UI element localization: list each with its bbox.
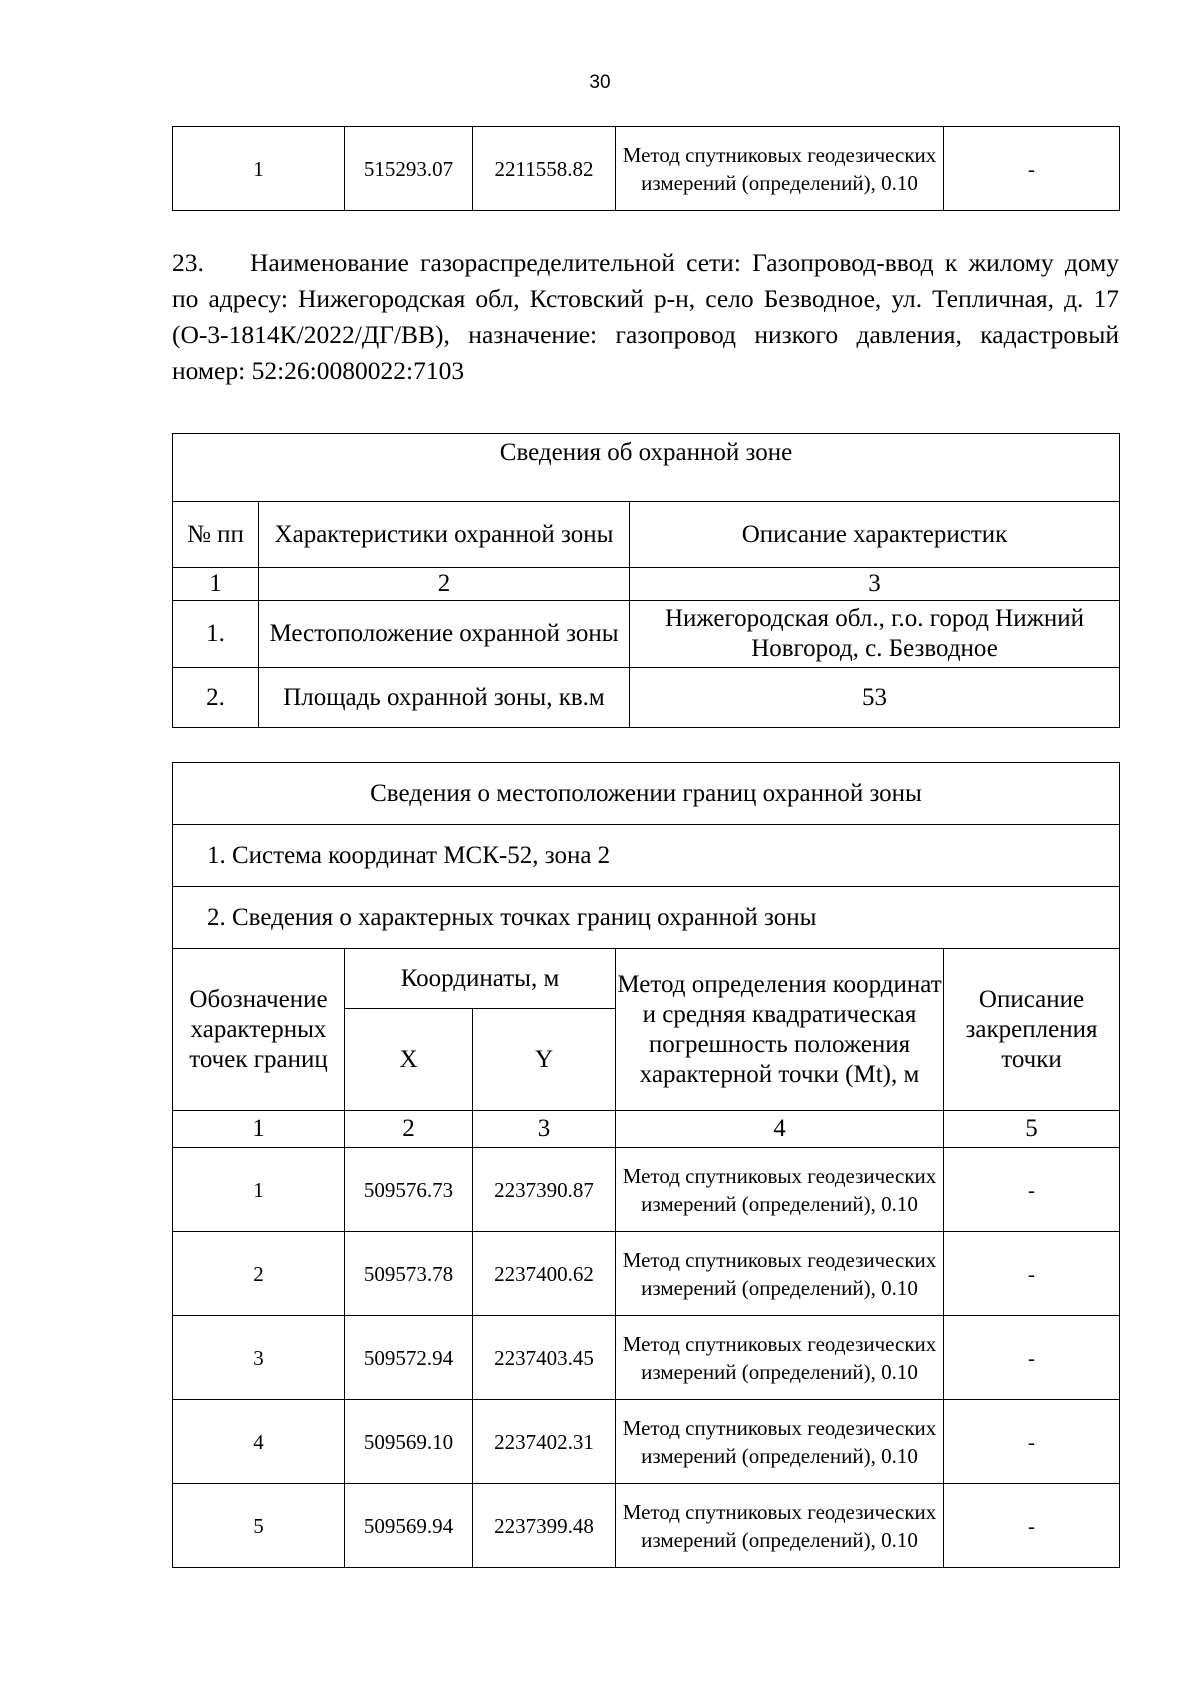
index-cell: 1 — [173, 1111, 345, 1148]
coord-y: 2211558.82 — [473, 127, 616, 211]
index-cell: 3 — [473, 1111, 616, 1148]
point-number: 2 — [173, 1232, 345, 1316]
method-cell: Метод спутниковых геодезических измерений (определений), 0.10 — [616, 1400, 944, 1484]
coord-x: 509569.94 — [345, 1484, 473, 1568]
method-cell: Метод спутниковых геодезических измерений (определений), 0.10 — [616, 1232, 944, 1316]
point-number: 1 — [173, 1148, 345, 1232]
table-row — [173, 1484, 1120, 1568]
index-cell: 3 — [630, 568, 1120, 601]
section-paragraph — [172, 245, 1119, 389]
table-row — [173, 1400, 1120, 1484]
characteristic-name: Местоположение охранной зоны — [259, 601, 630, 668]
coord-x: 509572.94 — [345, 1316, 473, 1400]
characteristic-value: 53 — [630, 668, 1120, 728]
header-fixing: Описание закрепления точки — [944, 949, 1120, 1111]
table-row — [173, 127, 1120, 211]
coord-x: 509573.78 — [345, 1232, 473, 1316]
header-y: Y — [473, 1009, 616, 1111]
index-cell: 1 — [173, 568, 259, 601]
fixing-description: - — [944, 1148, 1120, 1232]
index-cell: 5 — [944, 1111, 1120, 1148]
method-cell: Метод спутниковых геодезических измерений (определений), 0.10 — [616, 1484, 944, 1568]
header-number: № пп — [173, 502, 259, 568]
row-number: 1. — [173, 601, 259, 668]
previous-points-table — [172, 126, 1120, 211]
point-number: 4 — [173, 1400, 345, 1484]
header-method: Метод определения координат и средняя квадратическая погрешность положения характерной точки (Mt), м — [616, 949, 944, 1111]
index-cell: 2 — [345, 1111, 473, 1148]
points-section-title: 2. Сведения о характерных точках границ охранной зоны — [173, 887, 1120, 949]
characteristic-value: Нижегородская обл., г.о. город Нижний Новгород, с. Безводное — [630, 601, 1120, 668]
fixing-description: - — [944, 1484, 1120, 1568]
coord-x: 515293.07 — [345, 127, 473, 211]
point-number: 1 — [173, 127, 345, 211]
section-text: Наименование газораспределительной сети: Газопровод-ввод к жилому дому по адресу: Нижегородская обл, Кстовский р-н, село Безводное, ул. Тепличная, д. 17 (О-3-1814К/2022/ДГ/ВВ), назначение: газопровод низкого давления, кадастровый номер: 52:26:0080022:7103 — [172, 248, 1119, 385]
zone-info-table — [172, 433, 1120, 728]
method-cell: Метод спутниковых геодезических измерений (определений), 0.10 — [616, 127, 944, 211]
fixing-description: - — [944, 1232, 1120, 1316]
fixing-description: - — [944, 1400, 1120, 1484]
index-cell: 2 — [259, 568, 630, 601]
coord-y: 2237403.45 — [473, 1316, 616, 1400]
characteristic-name: Площадь охранной зоны, кв.м — [259, 668, 630, 728]
index-cell: 4 — [616, 1111, 944, 1148]
row-number: 2. — [173, 668, 259, 728]
fixing-description: - — [944, 1316, 1120, 1400]
point-number: 3 — [173, 1316, 345, 1400]
fixing-description: - — [944, 127, 1120, 211]
header-characteristics: Характеристики охранной зоны — [259, 502, 630, 568]
bounds-table-title: Сведения о местоположении границ охранной зоны — [173, 763, 1120, 825]
zone-table-title: Сведения об охранной зоне — [173, 434, 1120, 502]
table-row — [173, 601, 1120, 668]
header-x: X — [345, 1009, 473, 1111]
header-description: Описание характеристик — [630, 502, 1120, 568]
coord-x: 509569.10 — [345, 1400, 473, 1484]
table-row — [173, 1316, 1120, 1400]
coord-x: 509576.73 — [345, 1148, 473, 1232]
coord-y: 2237390.87 — [473, 1148, 616, 1232]
section-number: 23. — [172, 248, 204, 277]
table-row — [173, 1148, 1120, 1232]
table-row — [173, 1232, 1120, 1316]
boundary-points-table — [172, 762, 1120, 1568]
coord-y: 2237400.62 — [473, 1232, 616, 1316]
point-number: 5 — [173, 1484, 345, 1568]
method-cell: Метод спутниковых геодезических измерений (определений), 0.10 — [616, 1316, 944, 1400]
method-cell: Метод спутниковых геодезических измерений (определений), 0.10 — [616, 1148, 944, 1232]
page-number: 30 — [589, 72, 611, 93]
coordinate-system: 1. Система координат МСК-52, зона 2 — [173, 825, 1120, 887]
table-row — [173, 668, 1120, 728]
coord-y: 2237399.48 — [473, 1484, 616, 1568]
header-coordinates: Координаты, м — [345, 949, 616, 1009]
coord-y: 2237402.31 — [473, 1400, 616, 1484]
header-designation: Обозначение характерных точек границ — [173, 949, 345, 1111]
